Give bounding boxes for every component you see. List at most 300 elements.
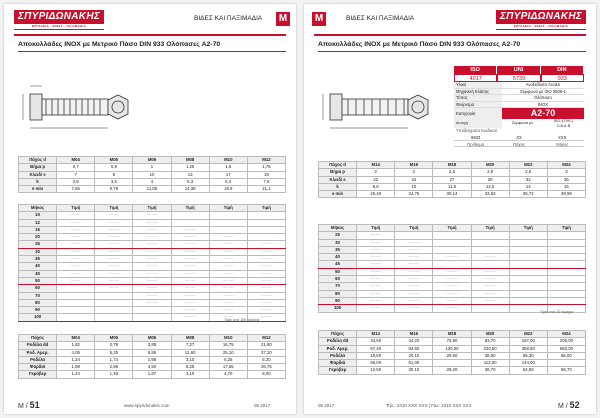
- washer-weights-table: [318, 330, 586, 375]
- spec-value: Σύμφωνα με ISO 3506-1: [520, 88, 566, 94]
- table-cell: 22: [357, 176, 395, 183]
- table-cell: 12,60: [171, 349, 209, 356]
- header-rule: [14, 34, 286, 36]
- empty-cell: [95, 299, 133, 306]
- table-cell: 11,5: [433, 183, 471, 190]
- price-cell: —— ——: [395, 268, 433, 275]
- price-cell: —— ——: [357, 246, 395, 253]
- price-cell: —— ——: [95, 285, 133, 292]
- table-cell: 32: [509, 176, 547, 183]
- table-cell: 0,8: [95, 164, 133, 171]
- col-header: M14: [357, 331, 395, 338]
- col-header: Μήκος: [319, 225, 357, 232]
- price-cell: —— ——: [395, 276, 433, 283]
- empty-cell: [57, 285, 95, 292]
- price-cell: —— ——: [357, 268, 395, 275]
- table-row: [19, 364, 286, 371]
- empty-cell: [547, 297, 585, 304]
- page-number: [558, 400, 580, 410]
- row-header: Γκρόβερ: [319, 367, 357, 374]
- price-cell: —— ——: [95, 219, 133, 226]
- length-value: 45: [19, 270, 57, 277]
- empty-cell: [95, 307, 133, 314]
- price-cell: —— ——: [171, 307, 209, 314]
- col-header: Τιμή: [395, 225, 433, 232]
- table-cell: 1,74: [95, 356, 133, 363]
- table-row: [319, 176, 586, 183]
- table-cell: 37,20: [247, 349, 285, 356]
- page-prefix: M /: [558, 403, 570, 410]
- table-cell: 0,7: [57, 164, 95, 171]
- brand-logo: [496, 10, 586, 30]
- table-cell: 3,85: [133, 342, 171, 349]
- price-note: Τιμές ανά 10 τεμάχια: [540, 310, 574, 314]
- table-cell: 24: [395, 176, 433, 183]
- table-cell: 5,3: [171, 178, 209, 185]
- row-header: Βήμα p: [19, 164, 57, 171]
- table-cell: 2,5: [471, 169, 509, 176]
- footer-contact: Τηλ.: 2310 XXX XXX | Fax: 2310 XXX XXX: [386, 403, 472, 408]
- price-cell: —— ——: [357, 261, 395, 268]
- table-row: [319, 338, 586, 345]
- price-cell: —— ——: [209, 292, 247, 299]
- price-note: Τιμές ανά 100 τεμάχια: [224, 318, 260, 322]
- price-cell: —— ——: [357, 290, 395, 297]
- price-cell: —— ——: [433, 254, 471, 261]
- table-row: [319, 191, 586, 198]
- price-cell: —— ——: [357, 283, 395, 290]
- length-value: 50: [319, 268, 357, 275]
- table-cell: 167,00: [509, 338, 547, 345]
- table-cell: 66,00: [547, 352, 585, 359]
- table-cell: 2: [357, 169, 395, 176]
- table-cell: 21,80: [247, 342, 285, 349]
- col-header: M12: [247, 335, 285, 342]
- col-header: M22: [509, 162, 547, 169]
- empty-cell: [433, 261, 471, 268]
- empty-cell: [547, 268, 585, 275]
- standard-iso: ISO: [454, 66, 497, 74]
- price-cell: —— ——: [247, 270, 285, 277]
- table-row: [19, 349, 286, 356]
- table-cell: 10,60: [357, 352, 395, 359]
- empty-cell: [471, 232, 509, 239]
- category-title: ΒΙΔΕΣ ΚΑΙ ΠΑΞΙΜΑΔΙΑ: [346, 15, 415, 22]
- col-header: Πάχος: [319, 331, 357, 338]
- table-cell: 650,00: [547, 345, 585, 352]
- table-cell: 7,27: [171, 342, 209, 349]
- material-grade: A2-70: [502, 108, 584, 119]
- table-row: [319, 239, 586, 246]
- table-cell: 36,60: [471, 352, 509, 359]
- sizes-table: [318, 161, 586, 198]
- table-cell: 2,8: [57, 178, 95, 185]
- price-cell: —— ——: [395, 297, 433, 304]
- table-cell: 8,20: [247, 356, 285, 363]
- price-cell: —— ——: [471, 276, 509, 283]
- price-cell: —— ——: [171, 270, 209, 277]
- empty-cell: [509, 261, 547, 268]
- row-header: Κλειδί s: [19, 171, 57, 178]
- price-cell: —— ——: [57, 277, 95, 284]
- price-cell: —— ——: [95, 241, 133, 248]
- table-row: [319, 297, 586, 304]
- length-value: 60: [319, 276, 357, 283]
- footer-date: 09 2017: [254, 403, 271, 408]
- row-header: Ροδέλα dd: [319, 338, 357, 345]
- table-cell: 3,10: [171, 371, 209, 378]
- spec-value: Ολόπασο: [534, 95, 552, 100]
- empty-cell: [547, 254, 585, 261]
- empty-cell: [547, 290, 585, 297]
- table-row: [319, 268, 586, 275]
- table-row: [19, 371, 286, 378]
- price-cell: —— ——: [209, 307, 247, 314]
- empty-cell: [471, 261, 509, 268]
- standard-din: DIN: [541, 66, 584, 74]
- price-cell: —— ——: [433, 268, 471, 275]
- brand-logo: [14, 10, 104, 30]
- col-header: M16: [395, 162, 433, 169]
- empty-cell: [547, 261, 585, 268]
- spec-key: Φινίρισμα: [454, 102, 502, 108]
- table-cell: 21,1: [247, 186, 285, 193]
- footer-date: 09 2017: [318, 403, 335, 408]
- table-row: [319, 183, 586, 190]
- col-header: Πάχος: [19, 335, 57, 342]
- price-cell: —— ——: [209, 241, 247, 248]
- length-value: 30: [319, 239, 357, 246]
- page-number-value: 52: [569, 400, 580, 410]
- price-cell: —— ——: [133, 248, 171, 255]
- empty-cell: [509, 276, 547, 283]
- table-row: [319, 246, 586, 253]
- price-cell: —— ——: [95, 234, 133, 241]
- table-cell: 83,70: [471, 338, 509, 345]
- col-header: M04: [57, 157, 95, 164]
- category-title: ΒΙΔΕΣ ΚΑΙ ΠΑΞΙΜΑΔΙΑ: [194, 15, 263, 22]
- price-cell: —— ——: [171, 299, 209, 306]
- col-header: M06: [133, 157, 171, 164]
- row-header: Ροδέλα: [319, 352, 357, 359]
- price-cell: —— ——: [133, 256, 171, 263]
- col-header: M18: [433, 331, 471, 338]
- col-header: Τιμή: [57, 205, 95, 212]
- spec-key: Αντοχή: [454, 119, 502, 128]
- table-row: [19, 178, 286, 185]
- col-header: M06: [133, 335, 171, 342]
- price-cell: —— ——: [57, 256, 95, 263]
- table-cell: 14,38: [171, 186, 209, 193]
- spec-value: Σύμφωνα με: [511, 121, 534, 125]
- table-cell: 15: [547, 183, 585, 190]
- standard-value: 5739: [497, 74, 540, 82]
- price-cell: —— ——: [133, 277, 171, 284]
- length-value: 40: [319, 254, 357, 261]
- sizes-header-row: [19, 157, 286, 164]
- page-number-value: 51: [29, 400, 40, 410]
- empty-cell: [547, 246, 585, 253]
- price-cell: —— ——: [471, 297, 509, 304]
- price-cell: —— ——: [247, 314, 285, 321]
- price-cell: —— ——: [247, 285, 285, 292]
- washer-weights-table: [18, 334, 286, 379]
- table-cell: 27: [433, 176, 471, 183]
- table-cell: 3,10: [171, 356, 209, 363]
- length-header-row: [319, 225, 586, 232]
- price-cell: —— ——: [133, 299, 171, 306]
- empty-cell: [547, 239, 585, 246]
- code-label: Μήκος: [541, 142, 584, 148]
- price-cell: —— ——: [171, 256, 209, 263]
- table-cell: 56,70: [547, 367, 585, 374]
- row-header: Βήμα p: [319, 169, 357, 176]
- weights-header-row: [19, 335, 286, 342]
- table-row: [19, 248, 286, 255]
- empty-cell: [95, 292, 133, 299]
- table-row: [19, 212, 286, 219]
- table-cell: 4,70: [209, 371, 247, 378]
- standard-value: 933: [541, 74, 584, 82]
- table-cell: 7: [57, 171, 95, 178]
- table-cell: 30,10: [395, 367, 433, 374]
- col-header: Τιμή: [471, 225, 509, 232]
- brand-subtitle: ΕΡΓΑΛΕΙΑ - ΒΙΔΕΣ - ΠΑΞΙΜΑΔΙΑ: [496, 24, 586, 29]
- price-cell: —— ——: [171, 314, 209, 321]
- table-cell: 4,50: [133, 364, 171, 371]
- empty-cell: [133, 307, 171, 314]
- table-cell: 14: [509, 183, 547, 190]
- spec-key: Τύπος: [454, 95, 502, 101]
- table-cell: 1,98: [57, 364, 95, 371]
- standards-header: [454, 66, 584, 74]
- table-row: [19, 171, 286, 178]
- length-value: 100: [319, 305, 357, 312]
- catalog-page-right: [304, 4, 596, 414]
- price-cell: —— ——: [133, 226, 171, 233]
- table-row: [19, 164, 286, 171]
- price-cell: —— ——: [57, 248, 95, 255]
- table-row: [19, 234, 286, 241]
- table-cell: 7,5: [247, 178, 285, 185]
- empty-cell: [547, 283, 585, 290]
- table-cell: 8: [95, 171, 133, 178]
- code-thickness: XX: [497, 135, 540, 141]
- row-header: Ροδέλα: [19, 356, 57, 363]
- empty-cell: [171, 212, 209, 219]
- price-cell: —— ——: [357, 297, 395, 304]
- price-cell: —— ——: [57, 226, 95, 233]
- table-cell: 67,40: [357, 345, 395, 352]
- col-header: M22: [509, 331, 547, 338]
- empty-cell: [57, 299, 95, 306]
- price-cell: —— ——: [395, 254, 433, 261]
- price-cell: —— ——: [247, 292, 285, 299]
- price-cell: —— ——: [395, 305, 433, 312]
- length-value: 70: [19, 292, 57, 299]
- table-cell: 1: [133, 164, 171, 171]
- standard-value: 4017: [454, 74, 497, 82]
- table-cell: 12,50: [357, 367, 395, 374]
- table-cell: 1,24: [57, 356, 95, 363]
- price-cell: —— ——: [209, 263, 247, 270]
- table-cell: 3: [547, 169, 585, 176]
- empty-cell: [133, 314, 171, 321]
- price-cell: —— ——: [133, 241, 171, 248]
- table-cell: 1,25: [171, 164, 209, 171]
- price-cell: —— ——: [133, 212, 171, 219]
- code-label: Πρόθεμα: [454, 142, 497, 148]
- col-header: M12: [247, 157, 285, 164]
- price-cell: —— ——: [133, 263, 171, 270]
- code-length: XXX: [541, 135, 584, 141]
- empty-cell: [509, 283, 547, 290]
- col-header: M05: [95, 157, 133, 164]
- empty-cell: [247, 212, 285, 219]
- empty-cell: [433, 232, 471, 239]
- row-header: Ροδ. Αμερ.: [19, 349, 57, 356]
- length-value: 80: [19, 299, 57, 306]
- length-value: 12: [19, 219, 57, 226]
- price-cell: —— ——: [95, 256, 133, 263]
- empty-cell: [57, 314, 95, 321]
- price-cell: —— ——: [247, 263, 285, 270]
- row-header: e min: [319, 191, 357, 198]
- length-value: 70: [319, 283, 357, 290]
- table-cell: 4: [133, 178, 171, 185]
- table-cell: 11,05: [133, 186, 171, 193]
- table-row: [319, 283, 586, 290]
- price-cell: —— ——: [247, 277, 285, 284]
- length-value: 40: [19, 263, 57, 270]
- price-cell: —— ——: [133, 270, 171, 277]
- table-cell: 10: [133, 171, 171, 178]
- price-cell: —— ——: [95, 277, 133, 284]
- tolerance-standard: ISO 4759-1: [553, 119, 574, 123]
- table-cell: 1,87: [133, 371, 171, 378]
- price-cell: —— ——: [209, 299, 247, 306]
- col-header: M16: [395, 331, 433, 338]
- price-cell: —— ——: [57, 263, 95, 270]
- price-cell: —— ——: [357, 305, 395, 312]
- col-header: M20: [471, 331, 509, 338]
- bolt-drawing: [318, 64, 438, 144]
- empty-cell: [509, 239, 547, 246]
- length-value: 100: [19, 314, 57, 321]
- brand-name: ΣΠΥΡΙΔΩΝΑΚΗΣ: [499, 11, 583, 22]
- price-cell: —— ——: [57, 241, 95, 248]
- col-header: Τιμή: [171, 205, 209, 212]
- empty-cell: [209, 226, 247, 233]
- table-cell: 24,75: [395, 191, 433, 198]
- col-header: Τιμή: [547, 225, 585, 232]
- footer-url: www.spyridonakis.com: [124, 403, 170, 408]
- table-row: [19, 342, 286, 349]
- table-cell: 26,75: [247, 364, 285, 371]
- table-cell: 17: [209, 171, 247, 178]
- length-value: 35: [19, 256, 57, 263]
- table-row: [19, 285, 286, 292]
- code-example-labels: [454, 142, 584, 148]
- length-value: 50: [19, 277, 57, 284]
- row-header: Κλειδί s: [319, 176, 357, 183]
- table-row: [19, 219, 286, 226]
- empty-cell: [471, 305, 509, 312]
- empty-cell: [57, 292, 95, 299]
- product-subtitle: Αποκολλάδες INOX με Μετρικό Πάσο DIN 933 Ολόπασες A2-70: [18, 41, 221, 48]
- price-cell: —— ——: [171, 226, 209, 233]
- col-header: Πάχος d: [19, 157, 57, 164]
- product-subtitle: Αποκολλάδες INOX με Μετρικό Πάσο DIN 933 Ολόπασες A2-70: [318, 41, 521, 48]
- empty-cell: [509, 246, 547, 253]
- table-cell: 1,24: [57, 371, 95, 378]
- table-cell: 2,5: [433, 169, 471, 176]
- spec-key: Κατηγορία: [454, 108, 502, 119]
- table-cell: 29,20: [433, 367, 471, 374]
- price-cell: —— ——: [395, 283, 433, 290]
- table-cell: 55,30: [509, 352, 547, 359]
- empty-cell: [433, 239, 471, 246]
- subtitle-rule: [318, 51, 586, 52]
- table-cell: 3,5: [95, 178, 133, 185]
- table-cell: 83,50: [395, 345, 433, 352]
- empty-cell: [247, 219, 285, 226]
- length-value: 35: [319, 246, 357, 253]
- row-header: Ροδ. Αμερ.: [319, 345, 357, 352]
- col-header: M24: [547, 331, 585, 338]
- standards-values: [454, 74, 584, 82]
- table-cell: 206,00: [547, 338, 585, 345]
- col-header: M20: [471, 162, 509, 169]
- table-row: [19, 263, 286, 270]
- col-header: M04: [57, 335, 95, 342]
- table-cell: 112,00: [471, 360, 509, 367]
- price-cell: —— ——: [247, 299, 285, 306]
- page-number: [18, 400, 40, 410]
- table-row: [19, 256, 286, 263]
- table-cell: 30,14: [433, 191, 471, 198]
- price-cell: —— ——: [95, 212, 133, 219]
- table-cell: 2,5: [509, 169, 547, 176]
- length-value: 45: [319, 261, 357, 268]
- table-cell: 8,79: [95, 186, 133, 193]
- price-cell: —— ——: [433, 305, 471, 312]
- tolerance-value: [543, 119, 584, 128]
- price-cell: —— ——: [395, 239, 433, 246]
- price-cell: —— ——: [133, 292, 171, 299]
- price-cell: —— ——: [357, 276, 395, 283]
- table-cell: 19: [247, 171, 285, 178]
- price-cell: —— ——: [433, 297, 471, 304]
- section-badge: M: [312, 12, 326, 26]
- col-header: Τιμή: [509, 225, 547, 232]
- empty-cell: [57, 307, 95, 314]
- price-cell: —— ——: [209, 277, 247, 284]
- empty-cell: [547, 232, 585, 239]
- price-cell: —— ——: [471, 268, 509, 275]
- empty-cell: [509, 268, 547, 275]
- price-cell: —— ——: [171, 248, 209, 255]
- table-cell: 220,50: [471, 345, 509, 352]
- price-cell: —— ——: [209, 314, 247, 321]
- table-row: [19, 277, 286, 284]
- empty-cell: [209, 219, 247, 226]
- price-cell: —— ——: [171, 285, 209, 292]
- col-header: Τιμή: [133, 205, 171, 212]
- table-cell: 36,70: [471, 367, 509, 374]
- price-cell: —— ——: [357, 239, 395, 246]
- table-cell: 34,50: [357, 338, 395, 345]
